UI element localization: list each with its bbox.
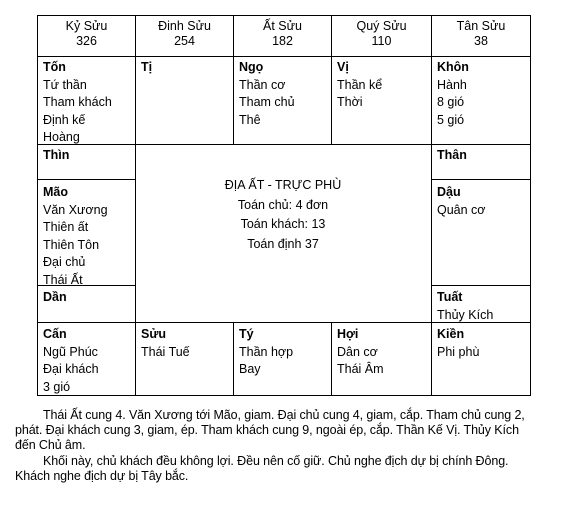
palace-title: Mão bbox=[43, 185, 68, 199]
palace-line: Bay bbox=[239, 362, 261, 376]
palace-line: Thần cơ bbox=[239, 77, 286, 92]
palace-ngo bbox=[234, 57, 331, 129]
palace-ton bbox=[38, 57, 135, 147]
paragraph-2: Khối này, chủ khách đều không lợi. Đều nên cố giữ. Chủ nghe địch dự bị chính Đông. Khách nghe địch dự bị Tây bắc. bbox=[15, 454, 509, 483]
header-cell bbox=[332, 16, 431, 49]
palace-title: Cấn bbox=[43, 327, 67, 341]
palace-line: Thái Tuế bbox=[141, 344, 190, 359]
header-name: Kỷ Sửu bbox=[65, 19, 108, 33]
palace-title: Dậu bbox=[437, 185, 461, 199]
header-number: 326 bbox=[76, 34, 97, 48]
palace-line: Định kế bbox=[43, 112, 86, 127]
palace-can bbox=[38, 324, 135, 396]
palace-line: Dân cơ bbox=[337, 344, 378, 359]
palace-line: Thái Âm bbox=[337, 362, 384, 376]
palace-line: Tham khách bbox=[43, 95, 112, 109]
palace-line: Thần kể bbox=[337, 77, 383, 92]
palace-line: Hành bbox=[437, 77, 467, 92]
palace-title: Thìn bbox=[43, 148, 70, 162]
palace-mao bbox=[38, 182, 135, 289]
palace-line: 8 gió bbox=[437, 95, 465, 109]
palace-line: Ngũ Phúc bbox=[43, 344, 98, 359]
palace-line: Thiên ất bbox=[43, 220, 89, 234]
palace-title: Sửu bbox=[141, 327, 167, 341]
palace-line: Tham chủ bbox=[239, 95, 295, 109]
palace-line: Thiên Tôn bbox=[43, 237, 100, 252]
palace-suu bbox=[136, 324, 233, 361]
palace-line: Phi phù bbox=[437, 344, 480, 359]
header-number: 110 bbox=[371, 34, 392, 48]
palace-thin bbox=[38, 145, 135, 165]
header-name: Ất Sửu bbox=[263, 19, 302, 33]
palace-khon bbox=[432, 57, 530, 129]
palace-ty bbox=[234, 324, 331, 379]
grid-line bbox=[37, 179, 135, 180]
palace-title: Vị bbox=[337, 60, 349, 74]
palace-line: Thần hợp bbox=[239, 344, 294, 359]
header-cell bbox=[136, 16, 233, 49]
palace-line: Hoàng bbox=[43, 130, 80, 144]
palace-title: Tị bbox=[141, 60, 153, 74]
grid-line bbox=[431, 285, 531, 286]
palace-line: Thủy Kích bbox=[437, 307, 494, 322]
header-cell bbox=[432, 16, 530, 49]
center-line: Toán khách: 13 bbox=[240, 217, 326, 231]
header-cell bbox=[234, 16, 331, 49]
palace-title: Thân bbox=[437, 148, 467, 162]
header-number: 254 bbox=[174, 34, 195, 48]
palace-than bbox=[432, 145, 530, 165]
palace-title: Tuất bbox=[437, 290, 463, 304]
palace-title: Khôn bbox=[437, 60, 469, 74]
palace-line: Đại chủ bbox=[43, 255, 86, 269]
palace-line: 3 gió bbox=[43, 379, 71, 394]
header-name: Đinh Sửu bbox=[158, 19, 211, 33]
grid-line bbox=[431, 179, 531, 180]
header-cell bbox=[38, 16, 135, 49]
grid-line bbox=[530, 15, 531, 396]
center-line: Toán chủ: 4 đơn bbox=[237, 197, 329, 212]
palace-line: Văn Xương bbox=[43, 202, 108, 217]
palace-title: Hợi bbox=[337, 327, 359, 341]
palace-title: Tốn bbox=[43, 60, 66, 74]
palace-ti bbox=[136, 57, 233, 77]
header-name: Quý Sửu bbox=[356, 19, 407, 33]
palace-hoi bbox=[332, 324, 431, 379]
palace-line: Thê bbox=[239, 112, 261, 127]
palace-line: Quân cơ bbox=[437, 202, 486, 217]
header-name: Tân Sửu bbox=[456, 19, 506, 33]
palace-title: Ngọ bbox=[239, 60, 264, 74]
center-line: Toán định 37 bbox=[247, 236, 319, 251]
header-number: 38 bbox=[474, 34, 488, 48]
center-summary bbox=[135, 176, 431, 254]
palace-line: 5 gió bbox=[437, 112, 465, 127]
header-number: 182 bbox=[272, 34, 293, 48]
palace-line: Thái Ất bbox=[43, 272, 83, 287]
palace-kien bbox=[432, 324, 530, 361]
palace-line: Đại khách bbox=[43, 362, 99, 376]
palace-dau bbox=[432, 182, 530, 219]
center-title: ĐỊA ẤT - TRỰC PHÙ bbox=[224, 178, 342, 192]
palace-title: Dần bbox=[43, 290, 67, 304]
palace-title: Tý bbox=[239, 327, 254, 341]
palace-tuat bbox=[432, 287, 530, 324]
palace-line: Tứ thần bbox=[43, 77, 87, 92]
palace-line: Thời bbox=[337, 95, 363, 109]
palace-dan bbox=[38, 287, 135, 307]
paragraph-1: Thái Ất cung 4. Văn Xương tới Mão, giam. Đại chủ cung 4, giam, cắp. Tham chủ cung 2, phát. Đại khách cung 3, giam, ép. Tham khách cung 9, ngoài ép, cắp. Thần Kế Vị. Thủy Kích đến Chủ âm. bbox=[15, 408, 525, 452]
palace-vi bbox=[332, 57, 431, 112]
palace-title: Kiền bbox=[437, 327, 465, 341]
